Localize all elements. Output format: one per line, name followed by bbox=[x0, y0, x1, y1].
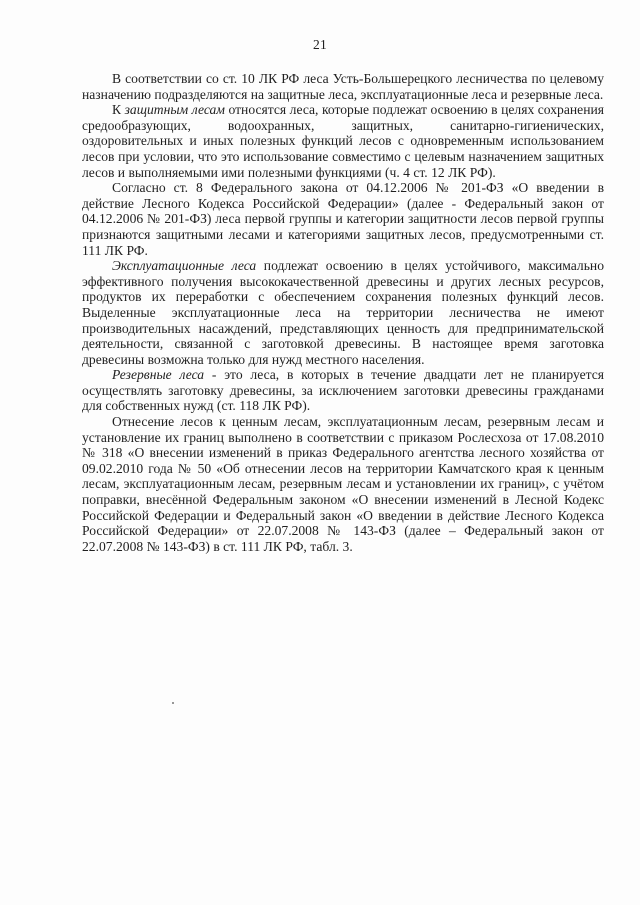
term-exploitation-forests: Эксплуатационные леса bbox=[112, 258, 257, 274]
scan-speck bbox=[172, 702, 174, 704]
paragraph-rest: - это леса, в которых в течение двадцати лет не планируется осуществлять заготовку древесины, за исключением заготовки древесины гражданами для собственных нужд (ст. 118 ЛК РФ). bbox=[82, 367, 604, 414]
paragraph-classification-basis: Отнесение лесов к ценным лесам, эксплуатационным лесам, резервным лесам и установление их границ выполнено в соответствии с приказом Рослесхоза от 17.08.2010 № 318 «О внесении изменений в приказ Федерального агентства лесного хозяйства от 09.02.2010 года № 50 «Об отнесении лесов на территории Камчатского края к ценным лесам, эксплуатационным лесам, резервным лесам и установлении их границ», с учётом поправки, внесённой Федеральным законом «О внесении изменений в Лесной Кодекс Российской Федерации и Федеральный закон «О введении в действие Лесного Кодекса Российской Федерации» от 22.07.2008 № 143-ФЗ (далее – Федеральный закон от 22.07.2008 № 143-ФЗ) в ст. 111 ЛК РФ, табл. 3. bbox=[82, 414, 604, 554]
paragraph-protective-forests bbox=[82, 102, 604, 180]
paragraph-rest: относятся леса, которые подлежат освоению в целях сохранения средообразующих, водоохранных, защитных, санитарно-гигиенических, оздоровительных и иных полезных функций лесов с одновременным использованием лесов при условии, что это использование совместимо с целевым назначением защитных лесов и выполняемыми ими полезными функциями (ч. 4 ст. 12 ЛК РФ). bbox=[82, 102, 604, 180]
paragraph-rest: подлежат освоению в целях устойчивого, максимально эффективного получения высококачественной древесины и других лесных ресурсов, продуктов их переработки с обеспечением сохранения полезных функций лесов. Выделенные эксплуатационные леса на территории лесничества не имеют производительных насаждений, представляющих ценность для предпринимательской деятельности, связанной с заготовкой древесины. В настоящее время заготовка древесины возможна только для нужд местного населения. bbox=[82, 258, 604, 367]
paragraph-exploitation-forests bbox=[82, 258, 604, 367]
document-body bbox=[82, 71, 604, 554]
paragraph-lead: К bbox=[112, 102, 125, 118]
term-reserve-forests: Резервные леса bbox=[112, 367, 205, 383]
paragraph-reserve-forests bbox=[82, 367, 604, 414]
paragraph-forest-categories: В соответствии со ст. 10 ЛК РФ леса Усть-Большерецкого лесничества по целевому назначению подразделяются на защитные леса, эксплуатационные леса и резервные леса. bbox=[82, 71, 604, 102]
page-number: 21 bbox=[312, 37, 328, 52]
paragraph-federal-law-201: Согласно ст. 8 Федерального закона от 04.12.2006 № 201-ФЗ «О введении в действие Лесного Кодекса Российской Федерации» (далее - Федеральный закон от 04.12.2006 № 201-ФЗ) леса первой группы и категории защитности лесов первой группы признаются защитными лесами и категориями защитных лесов, предусмотренными ст. 111 ЛК РФ. bbox=[82, 180, 604, 258]
term-protective-forests: защитным лесам bbox=[124, 102, 225, 118]
